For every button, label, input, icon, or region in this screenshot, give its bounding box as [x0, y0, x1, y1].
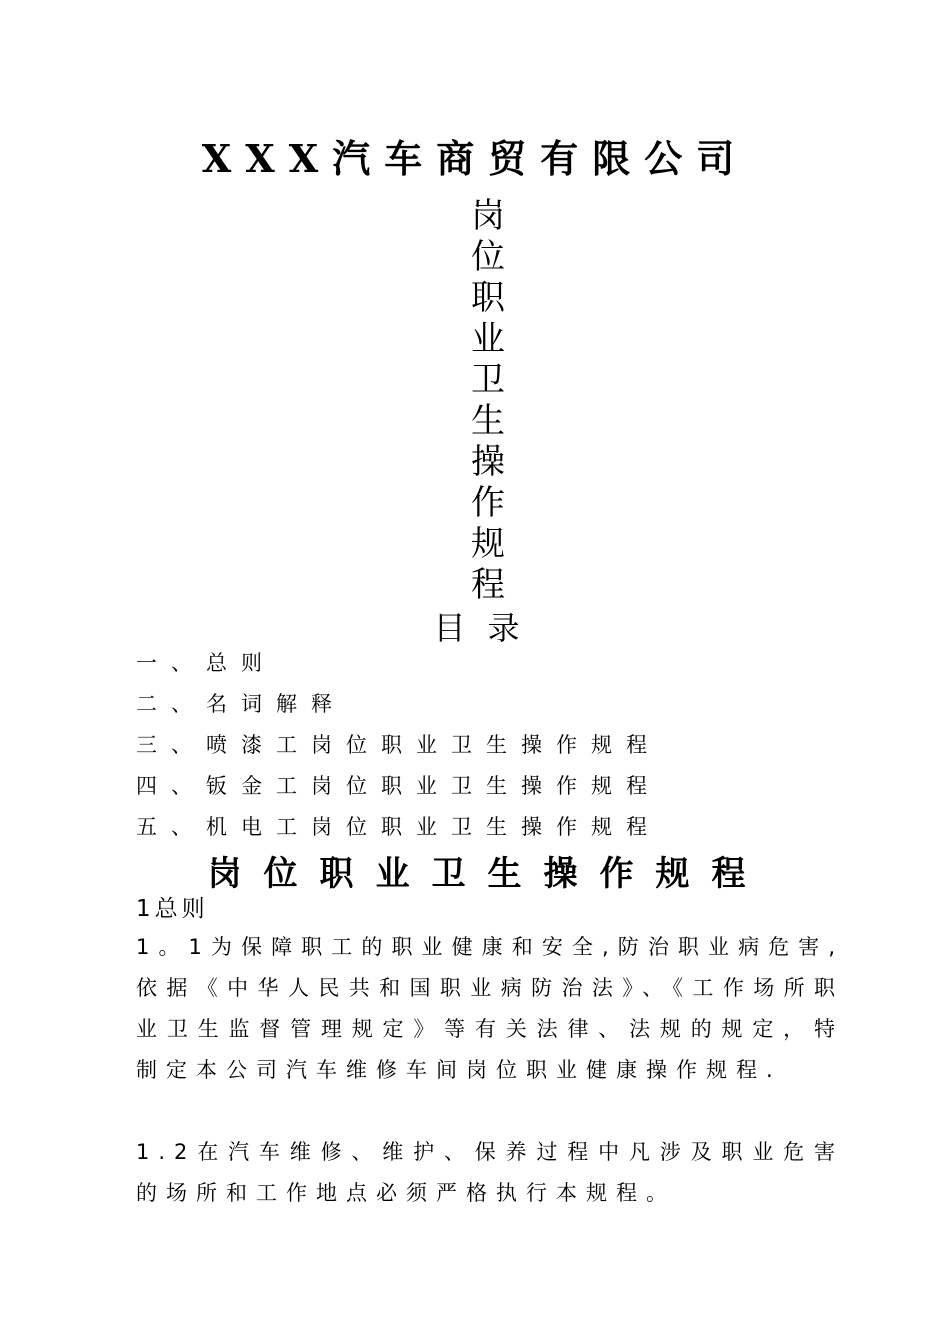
vertical-title-char: 操	[471, 442, 505, 482]
vertical-title-char: 作	[471, 483, 505, 523]
toc-item: 三、喷漆工岗位职业卫生操作规程	[136, 733, 661, 757]
vertical-document-title	[465, 196, 511, 606]
vertical-title-char: 位	[471, 237, 505, 277]
vertical-title-char: 岗	[471, 196, 505, 236]
company-name: XXX汽车商贸有限公司	[201, 136, 749, 181]
table-of-contents	[136, 646, 836, 851]
vertical-title-char: 卫	[471, 360, 505, 400]
vertical-title-char: 职	[471, 278, 505, 318]
toc-item: 四、钣金工岗位职业卫生操作规程	[136, 774, 661, 798]
toc-item: 二、名词解释	[136, 692, 346, 716]
paragraph: 1。1为保障职工的职业健康和安全,防治职业病危害,依据《中华人民共和国职业病防治法》、《工作场所职业卫生监督管理规定》等有关法律、法规的规定，特制定本公司汽车维修车间岗位职业健康操作规程.	[136, 935, 844, 1082]
vertical-title-char: 业	[471, 319, 505, 359]
toc-item: 一、总则	[136, 651, 276, 675]
section-heading: 1总则	[136, 896, 209, 922]
paragraph: 1.2在汽车维修、维护、保养过程中凡涉及职业危害的场所和工作地点必须严格执行本规程。	[136, 1140, 844, 1205]
toc-item: 五、机电工岗位职业卫生操作规程	[136, 815, 661, 839]
vertical-title-char: 生	[471, 401, 505, 441]
section-title: 岗位职业卫生操作规程	[207, 854, 768, 894]
vertical-title-char: 程	[471, 565, 505, 605]
toc-title: 目录	[433, 609, 542, 647]
vertical-title-char: 规	[471, 524, 505, 564]
